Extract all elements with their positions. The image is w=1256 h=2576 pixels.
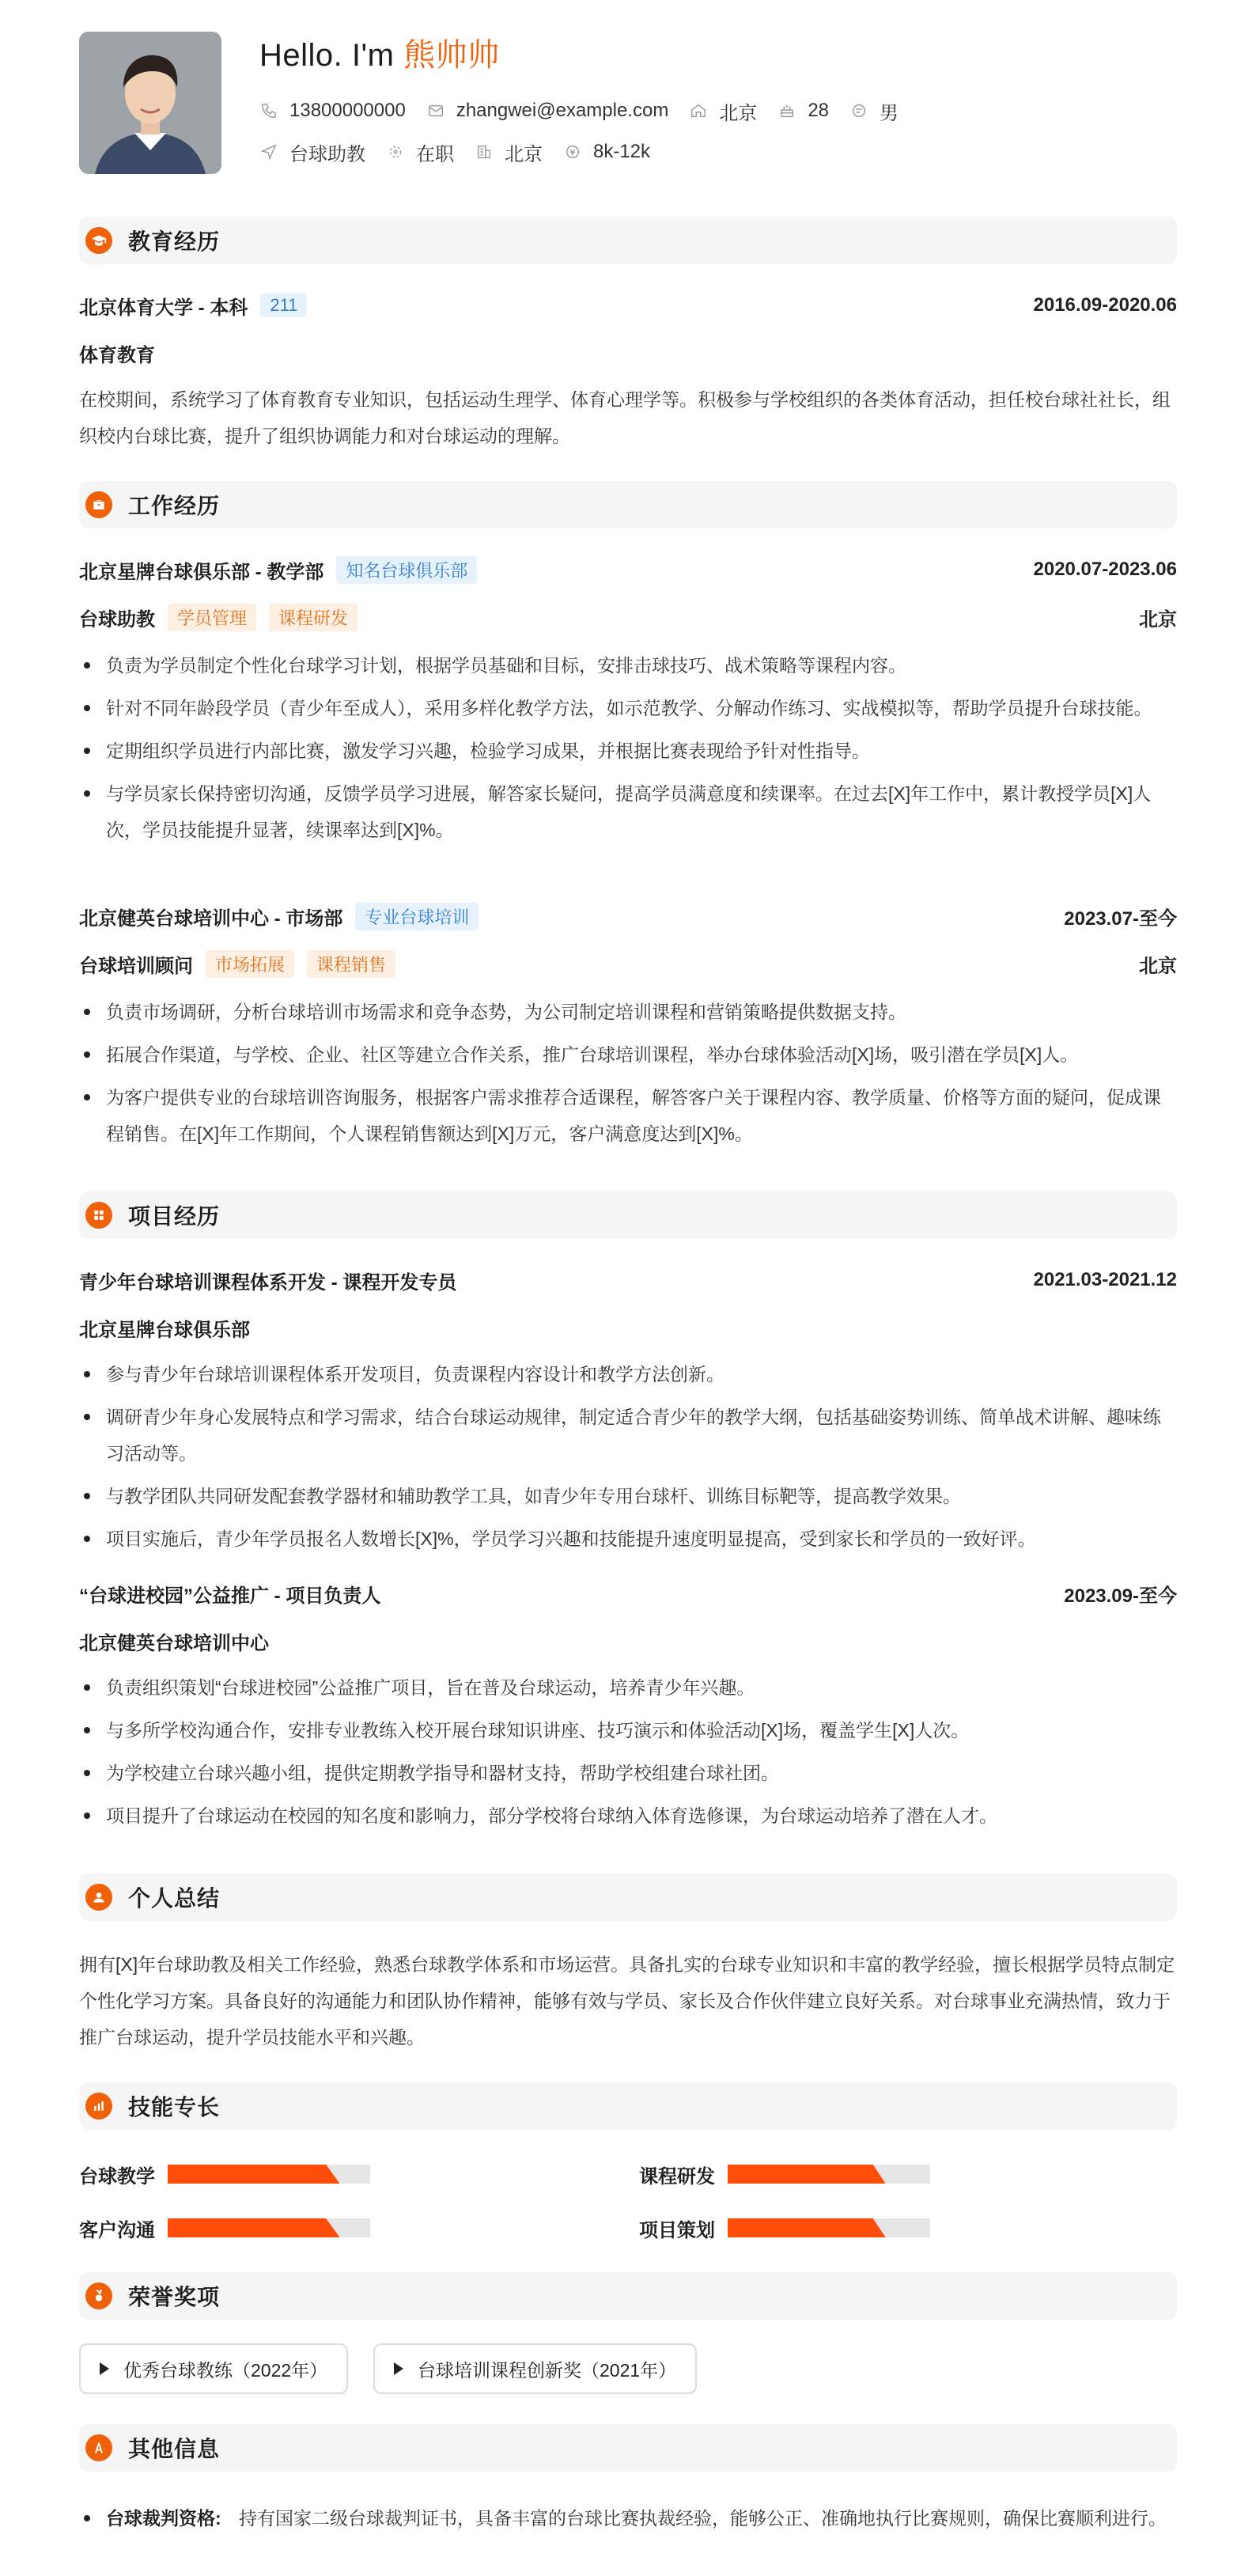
- list-item: 与学员家长保持密切沟通，反馈学员学习进展，解答家长疑问，提高学员满意度和续课率。在过去[X]年工作中，累计教授学员[X]人次，学员技能提升显著，续课率达到[X]%。: [79, 775, 1177, 848]
- school-tag: 211: [260, 294, 307, 317]
- email-item: [426, 100, 669, 122]
- projects-section-header: [79, 1191, 1177, 1239]
- honors-title: 荣誉奖项: [128, 2285, 221, 2309]
- list-item: 拓展合作渠道，与学校、企业、社区等建立合作关系，推广台球培训课程，举办台球体验活动[X]场，吸引潜在学员[X]人。: [79, 1036, 1177, 1073]
- project-org: 北京健英台球培训中心: [79, 1632, 269, 1654]
- other-info-value: 持有国家二级台球裁判证书，具备丰富的台球比赛执裁经验，能够公正、准确地执行比赛规则，确保比赛顺利进行。: [239, 2508, 1167, 2529]
- job-org: 北京健英台球培训中心 - 市场部: [79, 907, 343, 930]
- work-section-header: [79, 481, 1177, 528]
- phone-item: [259, 100, 406, 122]
- user-icon: [85, 1884, 112, 1911]
- other-title: 其他信息: [128, 2437, 221, 2461]
- job-org: 北京星牌台球俱乐部 - 教学部: [79, 561, 324, 583]
- greeting-text: Hello. I'm: [259, 38, 395, 73]
- project-duties-list: [79, 1669, 1177, 1840]
- list-item: 负责市场调研，分析台球培训市场需求和竞争态势，为公司制定培训课程和营销策略提供数据支持。: [79, 994, 1177, 1030]
- job-skill-tag: 课程销售: [307, 950, 395, 978]
- education-title: 教育经历: [128, 229, 221, 254]
- building-icon: [475, 142, 494, 161]
- avatar: [79, 32, 221, 174]
- contact-row: [259, 98, 919, 123]
- status-value: 在职: [416, 143, 454, 165]
- list-item: 项目提升了台球运动在校园的知名度和影响力，部分学校将台球纳入体育选修课，为台球运动培养了潜在人才。: [79, 1798, 1177, 1834]
- salary-value: 8k-12k: [593, 141, 651, 162]
- list-item: 为学校建立台球兴趣小组，提供定期教学指导和器材支持，帮助学校组建台球社团。: [79, 1755, 1177, 1791]
- list-item: 与教学团队共同研发配套教学器材和辅助教学工具，如青少年专用台球杆、训练目标靶等，提高教学效果。: [79, 1478, 1177, 1514]
- education-section-header: [79, 217, 1177, 264]
- skill-label: 客户沟通: [79, 2219, 155, 2241]
- job-role-row: [79, 949, 1177, 978]
- education-row: [79, 291, 1177, 320]
- job-period: 2020.07-2023.06: [1033, 559, 1177, 580]
- skill-bar: [168, 2165, 370, 2184]
- skill-row: [79, 2214, 370, 2242]
- font-a-icon: [85, 2434, 112, 2461]
- project-header-row: [79, 1266, 1177, 1294]
- job-info-row: [259, 139, 671, 165]
- summary-text: 拥有[X]年台球助教及相关工作经验，熟悉台球教学体系和市场运营。具备扎实的台球专业知识和丰富的教学经验，擅长根据学员特点制定个性化学习方案。具备良好的沟通能力和团队协作精神，能够有效与学员、家长及合作伙伴建立良好关系。对台球事业充满热情，致力于推广台球运动，提升学员技能水平和兴趣。: [79, 1954, 1175, 2048]
- project-org: 北京星牌台球俱乐部: [79, 1319, 250, 1341]
- email-value: zhangwei@example.com: [456, 100, 669, 121]
- skill-row: [639, 2160, 930, 2188]
- grid-icon: [85, 1202, 112, 1229]
- project-header-row: [79, 1579, 1177, 1608]
- major: 体育教育: [79, 344, 155, 366]
- age-item: [777, 100, 829, 122]
- list-item: 项目实施后，青少年学员报名人数增长[X]%，学员学习兴趣和技能提升速度明显提高，受到家长和学员的一致好评。: [79, 1521, 1177, 1557]
- project-period: 2021.03-2021.12: [1033, 1269, 1177, 1290]
- work-title: 工作经历: [128, 494, 221, 518]
- summary-section-header: [79, 1873, 1177, 1921]
- person-photo-icon: [79, 32, 221, 174]
- skill-bar: [168, 2218, 370, 2237]
- mail-icon: [426, 101, 445, 120]
- coin-icon: [563, 142, 582, 161]
- education-period: 2016.09-2020.06: [1033, 294, 1177, 316]
- phone-value: 13800000000: [289, 100, 406, 121]
- hometown-item: [689, 97, 757, 125]
- home-icon: [689, 101, 708, 120]
- job-role-row: [79, 603, 1177, 631]
- skill-row: [639, 2214, 930, 2242]
- list-item: 负责为学员制定个性化台球学习计划，根据学员基础和目标，安排击球技巧、战术策略等课程内容。: [79, 647, 1177, 684]
- job-location: 北京: [1139, 608, 1177, 631]
- city-value: 北京: [505, 143, 543, 165]
- age-value: 28: [808, 100, 830, 121]
- gender-icon: [849, 101, 868, 120]
- job-title-item: [259, 138, 365, 166]
- project-name: 青少年台球培训课程体系开发 - 课程开发专员: [79, 1271, 457, 1294]
- list-item: 调研青少年身心发展特点和学习需求，结合台球运动规律，制定适合青少年的教学大纲，包括基础姿势训练、简单战术讲解、趣味练习活动等。: [79, 1399, 1177, 1472]
- list-item: [79, 2500, 1177, 2536]
- job-location: 北京: [1139, 955, 1177, 977]
- project-period: 2023.09-至今: [1064, 1585, 1177, 1607]
- list-item: 负责组织策划“台球进校园”公益推广项目，旨在普及台球运动，培养青少年兴趣。: [79, 1669, 1177, 1706]
- job-duties-list: [79, 647, 1177, 854]
- skill-row: [79, 2160, 370, 2188]
- hometown-value: 北京: [719, 102, 758, 124]
- graduation-cap-icon: [85, 227, 112, 254]
- skill-label: 台球教学: [79, 2165, 155, 2188]
- award-text: 优秀台球教练（2022年）: [123, 2359, 328, 2381]
- job-skill-tag: 市场拓展: [206, 950, 294, 978]
- school-name: 北京体育大学 - 本科: [79, 297, 248, 319]
- job-header-row: [79, 555, 1177, 584]
- person-name: 熊帅帅: [403, 38, 500, 73]
- chart-bars-icon: [85, 2093, 112, 2120]
- job-period: 2023.07-至今: [1064, 907, 1177, 930]
- job-org-tag: 知名台球俱乐部: [336, 556, 477, 584]
- send-icon: [259, 142, 278, 161]
- status-item: [386, 138, 454, 166]
- list-item: 参与青少年台球培训课程体系开发项目，负责课程内容设计和教学方法创新。: [79, 1356, 1177, 1392]
- city-item: [475, 138, 543, 166]
- status-icon: [386, 142, 405, 161]
- cake-icon: [777, 101, 796, 120]
- project-name: “台球进校园”公益推广 - 项目负责人: [79, 1585, 381, 1607]
- medal-icon: [85, 2282, 112, 2309]
- honors-section-header: [79, 2272, 1177, 2320]
- briefcase-icon: [85, 491, 112, 518]
- list-item: 针对不同年龄段学员（青少年至成人），采用多样化教学方法，如示范教学、分解动作练习、实战模拟等，帮助学员提升台球技能。: [79, 690, 1177, 726]
- greeting-title: [259, 30, 500, 75]
- other-info-list: [79, 2500, 1177, 2536]
- project-duties-list: [79, 1356, 1177, 1563]
- education-description: 在校期间，系统学习了体育教育专业知识，包括运动生理学、体育心理学等。积极参与学校组织的各类体育活动，担任校台球社社长，组织校内台球比赛，提升了组织协调能力和对台球运动的理解。: [79, 389, 1171, 446]
- play-triangle-icon: [100, 2362, 109, 2375]
- project-org-row: [79, 1313, 1177, 1342]
- other-info-key: 台球裁判资格:: [106, 2508, 221, 2529]
- other-section-header: [79, 2424, 1177, 2472]
- list-item: 定期组织学员进行内部比赛，激发学习兴趣，检验学习成果，并根据比赛表现给予针对性指导。: [79, 733, 1177, 769]
- skills-title: 技能专长: [128, 2095, 221, 2120]
- list-item: 为客户提供专业的台球培训咨询服务，根据客户需求推荐合适课程，解答客户关于课程内容、教学质量、价格等方面的疑问，促成课程销售。在[X]年工作期间，个人课程销售额达到[X]万元，客户满意度达到[X]%。: [79, 1079, 1177, 1152]
- skill-bar-fill: [728, 2218, 886, 2237]
- skills-section-header: [79, 2082, 1177, 2130]
- job-header-row: [79, 902, 1177, 930]
- award-text: 台球培训课程创新奖（2021年）: [418, 2359, 677, 2381]
- award-chip: [79, 2343, 348, 2394]
- salary-item: [563, 141, 650, 163]
- skill-bar-fill: [168, 2218, 340, 2237]
- job-skill-tag: 课程研发: [269, 604, 358, 631]
- skill-bar-fill: [728, 2165, 886, 2184]
- list-item: 与多所学校沟通合作，安排专业教练入校开展台球知识讲座、技巧演示和体验活动[X]场，覆盖学生[X]人次。: [79, 1712, 1177, 1748]
- job-title-value: 台球助教: [289, 143, 365, 165]
- job-duties-list: [79, 994, 1177, 1158]
- summary-title: 个人总结: [128, 1886, 221, 1911]
- gender-item: [849, 97, 898, 125]
- job-role: 台球培训顾问: [79, 955, 193, 977]
- job-org-tag: 专业台球培训: [355, 903, 479, 930]
- job-role: 台球助教: [79, 608, 155, 631]
- skill-label: 课程研发: [639, 2165, 715, 2188]
- major-row: [79, 339, 1177, 367]
- play-triangle-icon: [394, 2362, 403, 2375]
- projects-title: 项目经历: [128, 1204, 221, 1229]
- skill-bar: [728, 2165, 930, 2184]
- gender-value: 男: [880, 102, 899, 124]
- skill-bar: [728, 2218, 930, 2237]
- skill-bar-fill: [168, 2165, 340, 2184]
- skill-label: 项目策划: [639, 2219, 715, 2241]
- job-skill-tag: 学员管理: [168, 604, 256, 631]
- award-chip: [373, 2343, 697, 2394]
- project-org-row: [79, 1627, 1177, 1655]
- phone-icon: [259, 101, 278, 120]
